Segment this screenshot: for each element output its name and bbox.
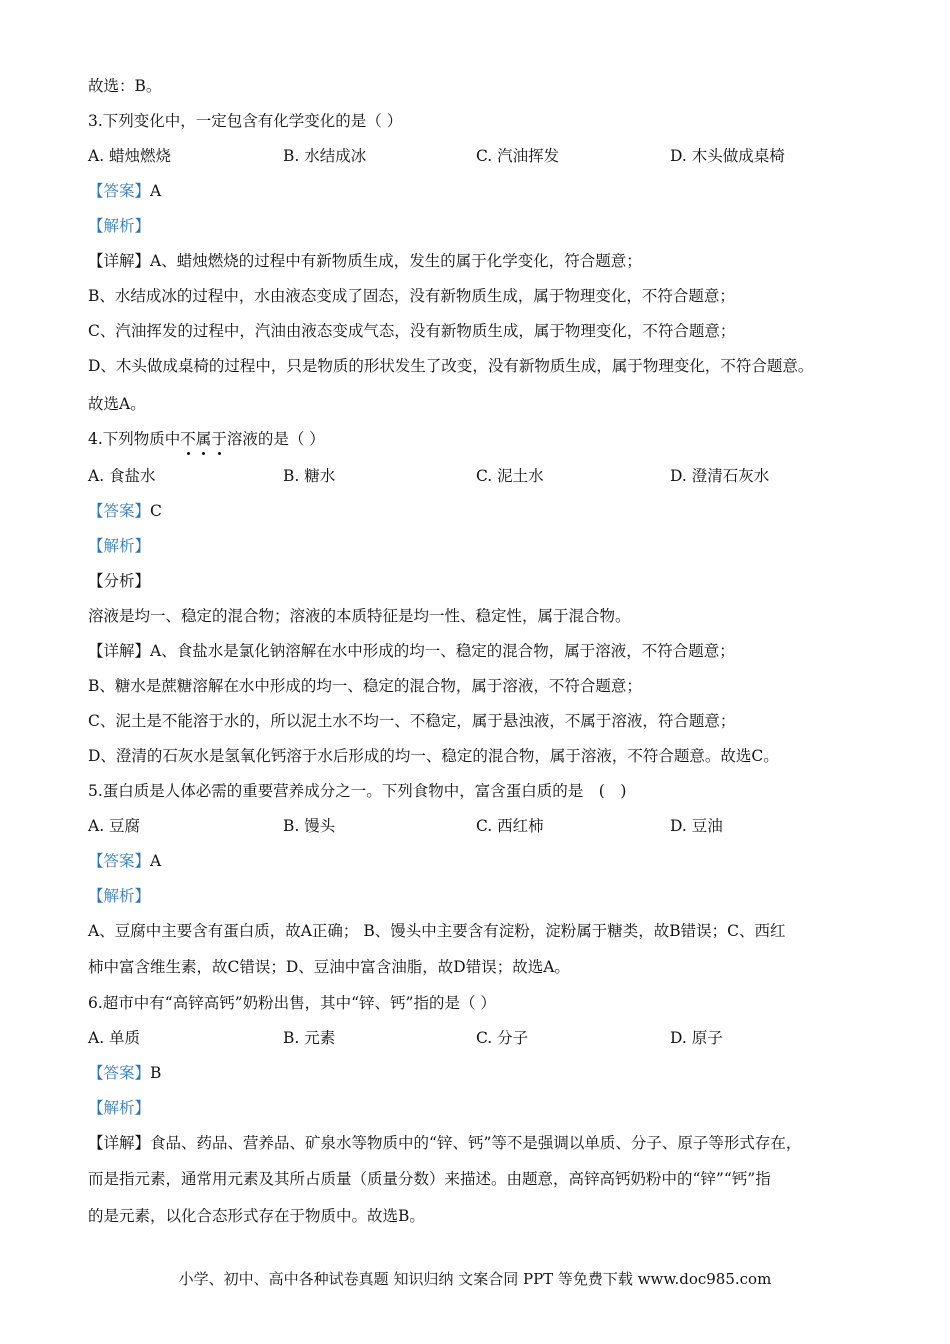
q3-option-a: A. 蜡烛燃烧 bbox=[88, 147, 172, 165]
q6-options bbox=[88, 1027, 878, 1049]
q6-detail-3: 的是元素，以化合态形式存在于物质中。故选B。 bbox=[88, 1207, 425, 1225]
answer-tag: 【答案】 bbox=[88, 1064, 151, 1082]
answer-tag: 【答案】 bbox=[88, 852, 151, 870]
q4-stem bbox=[88, 428, 870, 450]
q3-conclusion: 故选A。 bbox=[88, 395, 146, 413]
q4-detail-3: C、泥土是不能溶于水的，所以泥土水不均一、不稳定，属于悬浊液，不属于溶液，符合题意； bbox=[88, 712, 736, 730]
detail-tag: 【详解】 bbox=[88, 642, 151, 660]
q4-stem-post: 溶液的是（ ） bbox=[226, 430, 325, 448]
q4-detail-1-text: A、食盐水是氯化钠溶解在水中形成的均一、稳定的混合物，属于溶液，不符合题意； bbox=[150, 642, 735, 660]
q6-answer bbox=[88, 1062, 870, 1084]
q3-detail-4: D、木头做成桌椅的过程中，只是物质的形状发生了改变，没有新物质生成，属于物理变化，不符合题意。 bbox=[88, 357, 814, 375]
answer-tag: 【答案】 bbox=[88, 182, 151, 200]
detail-tag: 【详解】 bbox=[88, 1134, 151, 1152]
q6-detail-1-text: 食品、药品、营养品、矿泉水等物质中的“锌、钙”等不是强调以单质、分子、原子等形式存在， bbox=[150, 1134, 802, 1152]
q5-stem: 5.蛋白质是人体必需的重要营养成分之一。下列食物中，富含蛋白质的是 ( ) bbox=[88, 782, 627, 800]
analysis-tag: 【解析】 bbox=[88, 887, 151, 905]
analysis-tag: 【解析】 bbox=[88, 537, 151, 555]
q5-option-a: A. 豆腐 bbox=[88, 817, 141, 835]
prev-answer-conclusion: 故选：B。 bbox=[88, 77, 162, 95]
q6-option-a: A. 单质 bbox=[88, 1029, 141, 1047]
q3-option-b: B. 水结成冰 bbox=[283, 147, 367, 165]
q4-detail-4: D、澄清的石灰水是氢氧化钙溶于水后形成的均一、稳定的混合物，属于溶液，不符合题意。故选C。 bbox=[88, 747, 779, 765]
q4-answer bbox=[88, 500, 870, 522]
q3-answer bbox=[88, 180, 870, 202]
q5-answer-value: A bbox=[150, 852, 162, 870]
q5-options bbox=[88, 815, 878, 837]
q6-answer-value: B bbox=[150, 1064, 162, 1082]
q5-option-d: D. 豆油 bbox=[670, 817, 723, 835]
q6-option-c: C. 分子 bbox=[476, 1029, 529, 1047]
q4-option-d: D. 澄清石灰水 bbox=[670, 467, 770, 485]
q6-option-b: B. 元素 bbox=[283, 1029, 336, 1047]
q6-analysis-heading bbox=[88, 1097, 870, 1119]
analysis-tag: 【解析】 bbox=[88, 1099, 151, 1117]
q5-option-c: C. 西红柿 bbox=[476, 817, 544, 835]
q3-option-c: C. 汽油挥发 bbox=[476, 147, 560, 165]
q4-emphasis-1: 不 bbox=[180, 430, 196, 448]
q4-fenxi-heading: 【分析】 bbox=[88, 572, 151, 590]
q6-option-d: D. 原子 bbox=[670, 1029, 723, 1047]
q5-explain-1: A、豆腐中主要含有蛋白质，故A正确； B、馒头中主要含有淀粉，淀粉属于糖类，故B错误；C、西红 bbox=[88, 922, 786, 940]
answer-tag: 【答案】 bbox=[88, 502, 151, 520]
q6-detail-1 bbox=[88, 1132, 870, 1154]
detail-tag: 【详解】 bbox=[88, 252, 151, 270]
q3-answer-value: A bbox=[150, 182, 162, 200]
q6-detail-2: 而是指元素，通常用元素及其所占质量（质量分数）来描述。由题意，高锌高钙奶粉中的“锌”“钙”指 bbox=[88, 1170, 771, 1188]
q4-stem-pre: 4.下列物质中 bbox=[88, 430, 181, 448]
q4-answer-value: C bbox=[150, 502, 162, 520]
q4-detail-1 bbox=[88, 640, 870, 662]
q4-options bbox=[88, 465, 878, 487]
q4-analysis-heading bbox=[88, 535, 870, 557]
q3-detail-1-text: A、蜡烛燃烧的过程中有新物质生成，发生的属于化学变化，符合题意； bbox=[150, 252, 642, 270]
page-footer: 小学、初中、高中各种试卷真题 知识归纳 文案合同 PPT 等免费下载 www.doc985.com bbox=[178, 1270, 772, 1288]
q5-analysis-heading bbox=[88, 885, 870, 907]
q4-fenxi: 溶液是均一、稳定的混合物；溶液的本质特征是均一性、稳定性，属于混合物。 bbox=[88, 607, 631, 625]
q3-stem: 3.下列变化中，一定包含有化学变化的是（ ） bbox=[88, 112, 403, 130]
q6-stem: 6.超市中有“高锌高钙”奶粉出售，其中“锌、钙”指的是（ ） bbox=[88, 994, 496, 1012]
q5-explain-2: 柿中富含维生素，故C错误；D、豆油中富含油脂，故D错误；故选A。 bbox=[88, 958, 570, 976]
q3-detail-3: C、汽油挥发的过程中，汽油由液态变成气态，没有新物质生成，属于物理变化，不符合题意； bbox=[88, 322, 736, 340]
q3-options bbox=[88, 145, 878, 167]
q3-analysis-heading bbox=[88, 215, 870, 237]
q3-detail-1 bbox=[88, 250, 870, 272]
q5-answer bbox=[88, 850, 870, 872]
analysis-tag: 【解析】 bbox=[88, 217, 151, 235]
q5-option-b: B. 馒头 bbox=[283, 817, 336, 835]
q4-option-c: C. 泥土水 bbox=[476, 467, 544, 485]
q4-option-a: A. 食盐水 bbox=[88, 467, 156, 485]
q3-option-d: D. 木头做成桌椅 bbox=[670, 147, 785, 165]
q4-option-b: B. 糖水 bbox=[283, 467, 336, 485]
q4-emphasis-3: 于 bbox=[211, 430, 227, 448]
q4-detail-2: B、糖水是蔗糖溶解在水中形成的均一、稳定的混合物，属于溶液，不符合题意； bbox=[88, 677, 642, 695]
q3-detail-2: B、水结成冰的过程中，水由液态变成了固态，没有新物质生成，属于物理变化，不符合题意； bbox=[88, 287, 735, 305]
q4-emphasis-2: 属 bbox=[195, 430, 212, 448]
